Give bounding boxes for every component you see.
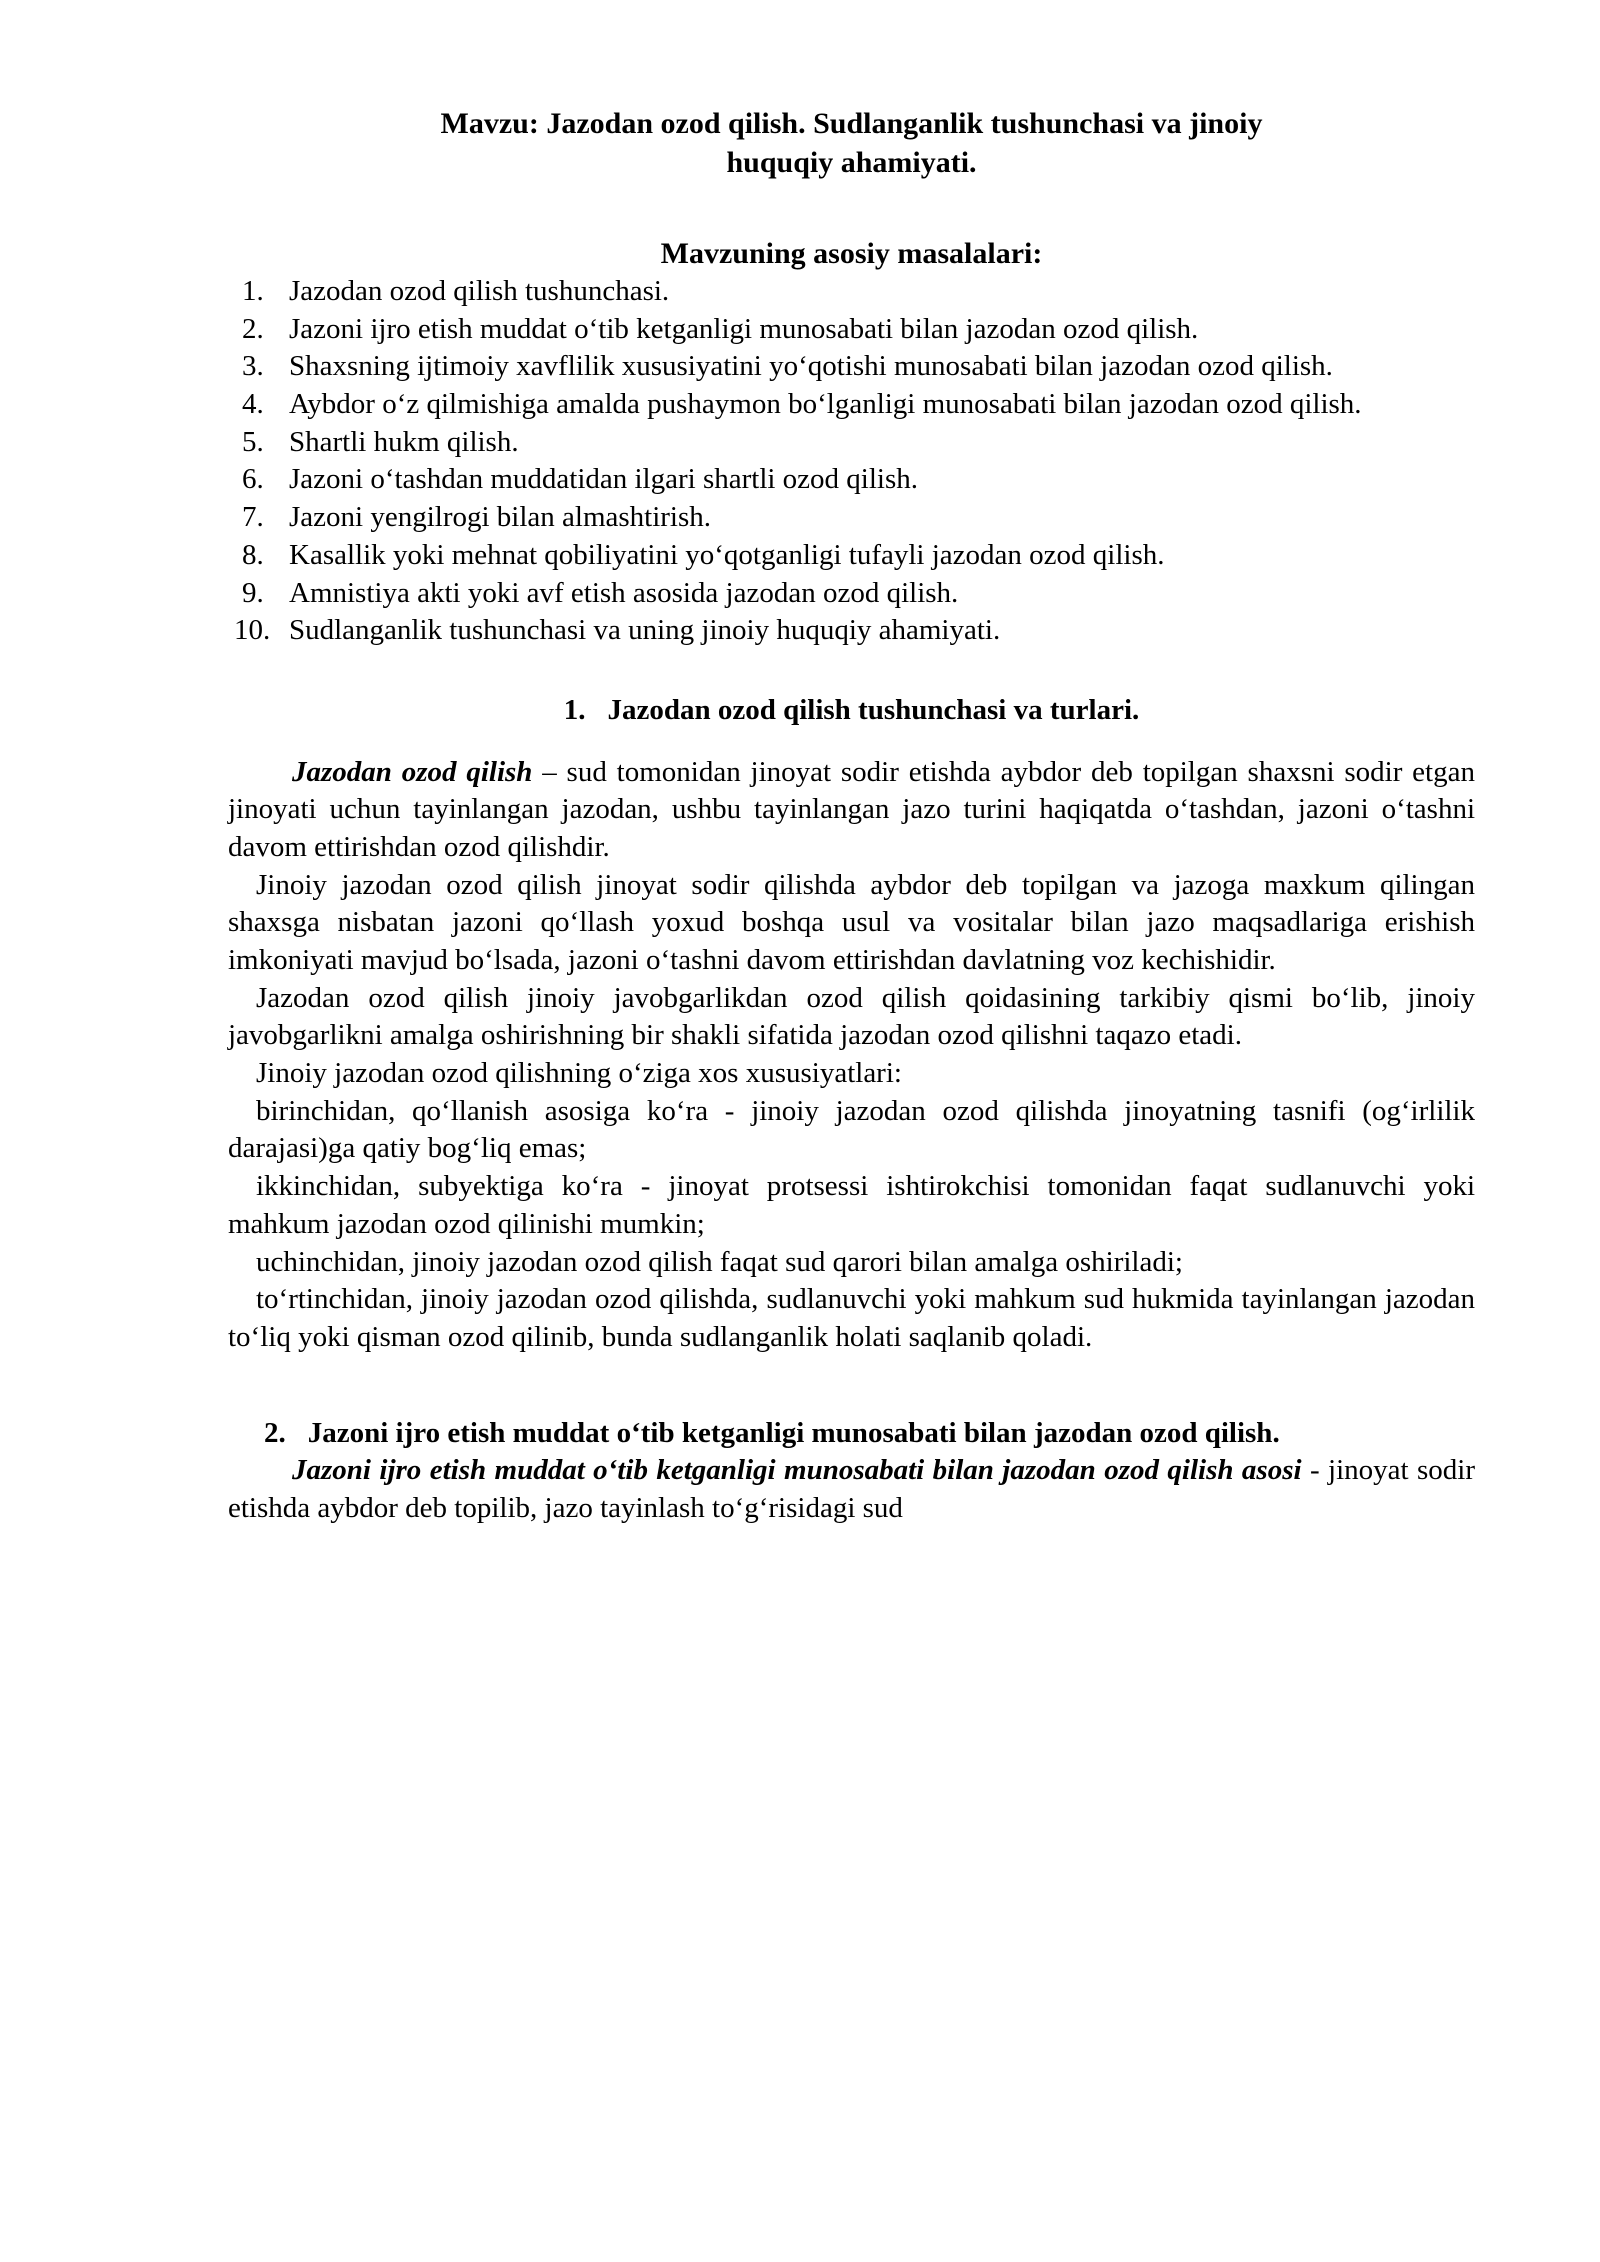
list-item-number: 2. bbox=[242, 312, 264, 345]
definition-body: - jinoyat sodir etishda aybdor deb topilib, jazo tayinlash to‘g‘risidagi sud bbox=[228, 1454, 1475, 1524]
list-item-number: 7. bbox=[242, 501, 264, 534]
section-1-paragraph-4: Jinoiy jazodan ozod qilishning o‘ziga xos xususiyatlari: bbox=[256, 1057, 902, 1090]
section-1-paragraph-8: to‘rtinchidan, jinoiy jazodan ozod qilishda, sudlanuvchi yoki mahkum sud hukmida tayinlangan jazodan to‘liq yoki qisman ozod qilinib, bunda sudlanganlik holati saqlanib qoladi. bbox=[228, 1283, 1475, 1353]
list-item-number: 3. bbox=[242, 350, 264, 383]
list-item-number: 10. bbox=[234, 614, 271, 647]
spacer bbox=[228, 730, 1475, 754]
list-item bbox=[228, 461, 1475, 499]
list-item bbox=[228, 499, 1475, 537]
section-1-number: 1. bbox=[563, 693, 586, 726]
page-title bbox=[228, 104, 1475, 182]
list-item bbox=[228, 273, 1475, 311]
section-2-paragraph-1 bbox=[228, 1452, 1475, 1527]
section-1-paragraph-1 bbox=[228, 754, 1475, 867]
list-item-number: 9. bbox=[242, 576, 264, 609]
list-item-label: Sudlanganlik tushunchasi va uning jinoiy huquqiy ahamiyati. bbox=[289, 614, 1001, 647]
list-item-label: Shaxsning ijtimoiy xavflilik xususiyatini yo‘qotishi munosabati bilan jazodan ozod qilish. bbox=[289, 350, 1333, 383]
section-2-heading bbox=[228, 1415, 1475, 1453]
section-1-paragraph-3: Jazodan ozod qilish jinoiy javobgarlikdan ozod qilish qoidasining tarkibiy qismi bo‘lib, jinoiy javobgarlikni amalga oshirishning bir shakli sifatida jazodan ozod qilishni taqazo etadi. bbox=[228, 981, 1475, 1052]
list-item-label: Jazoni yengilrogi bilan almashtirish. bbox=[289, 501, 712, 534]
list-item bbox=[228, 311, 1475, 349]
section-1-paragraph-2: Jinoiy jazodan ozod qilish jinoyat sodir qilishda aybdor deb topilgan va jazoga maxkum qilingan shaxsga nisbatan jazoni qo‘llash yoxud boshqa usul va vositalar bilan jazo maqsadlariga erishish imkoniyati mavjud bo‘lsada, jazoni o‘tashni davom ettirishdan davlatning voz kechishidir. bbox=[228, 868, 1475, 976]
list-item-label: Aybdor o‘z qilmishiga amalda pushaymon bo‘lganligi munosabati bilan jazodan ozod qilish. bbox=[289, 388, 1362, 421]
list-item-number: 5. bbox=[242, 425, 264, 458]
agenda-heading: Mavzuning asosiy masalalari: bbox=[660, 237, 1043, 270]
list-item bbox=[228, 424, 1475, 462]
page-title-line-1: Mavzu: Jazodan ozod qilish. Sudlanganlik tushunchasi va jinoiy bbox=[440, 107, 1263, 140]
list-item bbox=[228, 348, 1475, 386]
section-1-paragraph-5: birinchidan, qo‘llanish asosiga ko‘ra - jinoiy jazodan ozod qilishda jinoyatning tasnifi (og‘irlilik darajasi)ga qatiy bog‘liq emas; bbox=[228, 1094, 1475, 1165]
list-item-label: Jazoni ijro etish muddat o‘tib ketganligi munosabati bilan jazodan ozod qilish. bbox=[289, 312, 1199, 345]
definition-term: Jazoni ijro etish muddat o‘tib ketganligi munosabati bilan jazodan ozod qilish asosi bbox=[292, 1454, 1302, 1487]
list-item-number: 4. bbox=[242, 388, 264, 421]
list-item bbox=[228, 537, 1475, 575]
section-1-heading-label: Jazodan ozod qilish tushunchasi va turlari. bbox=[607, 693, 1140, 726]
section-2-heading-label: Jazoni ijro etish muddat o‘tib ketganligi munosabati bilan jazodan ozod qilish. bbox=[307, 1416, 1280, 1449]
list-item-number: 1. bbox=[242, 275, 264, 307]
section-2-number: 2. bbox=[264, 1416, 286, 1449]
list-item-label: Jazoni o‘tashdan muddatidan ilgari shartli ozod qilish. bbox=[289, 463, 919, 496]
document-content bbox=[228, 104, 1475, 1528]
definition-term: Jazodan ozod qilish bbox=[292, 755, 533, 788]
section-1-paragraph-7: uchinchidan, jinoiy jazodan ozod qilish faqat sud qarori bilan amalga oshiriladi; bbox=[256, 1245, 1183, 1278]
list-item-label: Amnistiya akti yoki avf etish asosida jazodan ozod qilish. bbox=[289, 576, 959, 609]
section-1-heading bbox=[228, 692, 1475, 730]
list-item-number: 6. bbox=[242, 463, 264, 496]
agenda-list bbox=[228, 273, 1475, 650]
list-item bbox=[228, 575, 1475, 613]
list-item-label: Kasallik yoki mehnat qobiliyatini yo‘qotganligi tufayli jazodan ozod qilish. bbox=[289, 538, 1165, 571]
section-1-paragraph-6: ikkinchidan, subyektiga ko‘ra - jinoyat protsessi ishtirokchisi tomonidan faqat sudlanuvchi yoki mahkum jazodan ozod qilinishi mumkin; bbox=[228, 1170, 1475, 1240]
list-item bbox=[228, 386, 1475, 424]
list-item bbox=[228, 612, 1475, 650]
list-item-number: 8. bbox=[242, 538, 264, 571]
list-item-label: Jazodan ozod qilish tushunchasi. bbox=[289, 275, 670, 307]
definition-body: – sud tomonidan jinoyat sodir etishda aybdor deb topilgan shaxsni sodir etgan jinoyati uchun tayinlangan jazodan, ushbu tayinlangan jazo turini haqiqatda o‘tashdan, jazoni o‘tashni davom ettirishdan ozod qilishdir. bbox=[228, 755, 1475, 863]
page-title-line-2: huquqiy ahamiyati. bbox=[726, 146, 977, 179]
list-item-label: Shartli hukm qilish. bbox=[289, 425, 519, 458]
